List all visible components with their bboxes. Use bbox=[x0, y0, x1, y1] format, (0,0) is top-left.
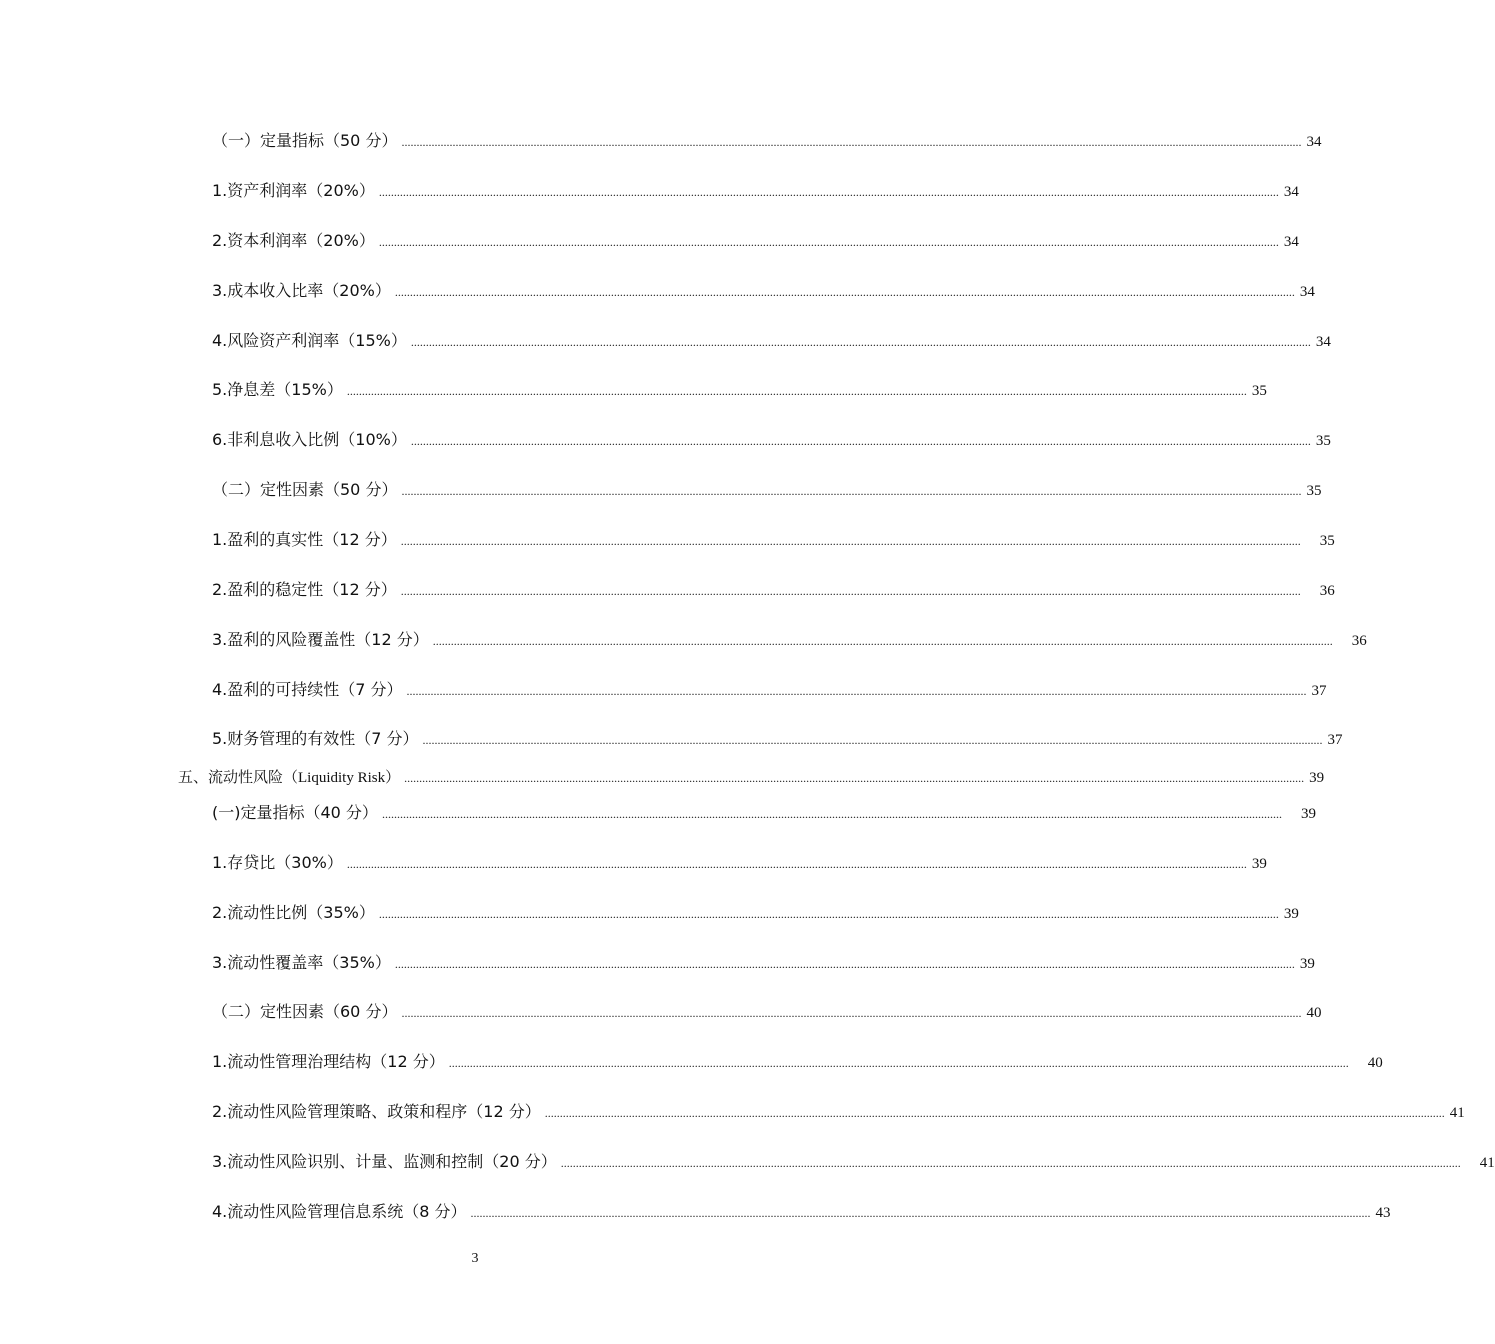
toc-dot-leader: ............................................................................................................................................................................................................................................................................................................ bbox=[401, 1006, 1302, 1020]
toc-entry[interactable] bbox=[212, 178, 1299, 201]
toc-entry-label: 3.流动性风险识别、计量、监测和控制（20 分） bbox=[212, 1152, 557, 1171]
toc-entry[interactable] bbox=[212, 999, 1322, 1022]
toc-page-number: 39 bbox=[1299, 956, 1315, 972]
toc-page-number: 41 bbox=[1449, 1105, 1465, 1121]
toc-dot-leader: ............................................................................................................................................................................................................................................................................................................ bbox=[406, 684, 1307, 698]
toc-entry[interactable] bbox=[212, 1199, 1391, 1222]
toc-dot-leader: ............................................................................................................................................................................................................................................................................................................ bbox=[432, 634, 1333, 648]
toc-dot-leader: ............................................................................................................................................................................................................................................................................................................ bbox=[410, 434, 1311, 448]
toc-dot-leader: ............................................................................................................................................................................................................................................................................................................ bbox=[404, 771, 1305, 785]
toc-dot-leader: ............................................................................................................................................................................................................................................................................................................ bbox=[381, 807, 1282, 821]
toc-entry-label: 5.财务管理的有效性（7 分） bbox=[212, 729, 419, 748]
toc-dot-leader: ............................................................................................................................................................................................................................................................................................................ bbox=[470, 1206, 1371, 1220]
toc-entry-label: 2.流动性风险管理策略、政策和程序（12 分） bbox=[212, 1102, 541, 1121]
toc-page-number: 35 bbox=[1315, 433, 1331, 449]
toc-entry-label: （二）定性因素（60 分） bbox=[212, 1002, 398, 1021]
toc-dot-leader: ............................................................................................................................................................................................................................................................................................................ bbox=[560, 1156, 1461, 1170]
toc-dot-leader: ............................................................................................................................................................................................................................................................................................................ bbox=[394, 957, 1295, 971]
toc-dot-leader: ............................................................................................................................................................................................................................................................................................................ bbox=[410, 335, 1311, 349]
toc-entry[interactable] bbox=[212, 800, 1316, 823]
toc-entry[interactable] bbox=[212, 950, 1315, 973]
toc-dot-leader: ............................................................................................................................................................................................................................................................................................................ bbox=[378, 235, 1279, 249]
toc-entry[interactable] bbox=[212, 726, 1343, 749]
toc-entry-label: 1.盈利的真实性（12 分） bbox=[212, 530, 397, 549]
toc-entry-label: 3.流动性覆盖率（35%） bbox=[212, 953, 391, 972]
toc-page-number: 35 bbox=[1319, 533, 1335, 549]
toc-entry-label: 五、流动性风险（Liquidity Risk） bbox=[178, 770, 401, 786]
toc-entry-label: 1.存贷比（30%） bbox=[212, 853, 343, 872]
toc-entry[interactable] bbox=[212, 677, 1327, 700]
toc-page-number: 39 bbox=[1300, 806, 1316, 822]
toc-dot-leader: ............................................................................................................................................................................................................................................................................................................ bbox=[346, 857, 1247, 871]
toc-entry-label: 3.成本收入比率（20%） bbox=[212, 281, 391, 300]
toc-entry-label: 2.资本利润率（20%） bbox=[212, 231, 375, 250]
toc-entry[interactable] bbox=[212, 477, 1322, 500]
toc-entry[interactable] bbox=[212, 577, 1335, 600]
toc-page-number: 37 bbox=[1327, 732, 1343, 748]
toc-entry[interactable] bbox=[212, 128, 1322, 151]
toc-entry-label: 1.流动性管理治理结构（12 分） bbox=[212, 1052, 445, 1071]
toc-dot-leader: ............................................................................................................................................................................................................................................................................................................ bbox=[378, 185, 1279, 199]
toc-dot-leader: ............................................................................................................................................................................................................................................................................................................ bbox=[448, 1056, 1349, 1070]
toc-entry-label: 2.盈利的稳定性（12 分） bbox=[212, 580, 397, 599]
toc-dot-leader: ............................................................................................................................................................................................................................................................................................................ bbox=[346, 384, 1247, 398]
toc-entry-label: 4.风险资产利润率（15%） bbox=[212, 331, 407, 350]
toc-dot-leader: ............................................................................................................................................................................................................................................................................................................ bbox=[401, 135, 1302, 149]
toc-page-number: 39 bbox=[1283, 906, 1299, 922]
toc-page-number: 40 bbox=[1367, 1055, 1383, 1071]
toc-entry[interactable] bbox=[212, 1049, 1383, 1072]
toc-dot-leader: ............................................................................................................................................................................................................................................................................................................ bbox=[401, 484, 1302, 498]
toc-page-number: 36 bbox=[1351, 633, 1367, 649]
toc-dot-leader: ............................................................................................................................................................................................................................................................................................................ bbox=[378, 907, 1279, 921]
toc-entry-label: （二）定性因素（50 分） bbox=[212, 480, 398, 499]
toc-page-number: 34 bbox=[1299, 284, 1315, 300]
toc-entry-label: 5.净息差（15%） bbox=[212, 380, 343, 399]
toc-dot-leader: ............................................................................................................................................................................................................................................................................................................ bbox=[400, 584, 1301, 598]
toc-page-number: 36 bbox=[1319, 583, 1335, 599]
toc-page-number: 34 bbox=[1306, 134, 1322, 150]
toc-entry[interactable] bbox=[212, 328, 1331, 351]
toc-entry[interactable] bbox=[212, 900, 1299, 923]
toc-page-number: 35 bbox=[1306, 483, 1322, 499]
toc-dot-leader: ............................................................................................................................................................................................................................................................................................................ bbox=[422, 733, 1323, 747]
toc-entry-label: 3.盈利的风险覆盖性（12 分） bbox=[212, 630, 429, 649]
toc-entry-label: 1.资产利润率（20%） bbox=[212, 181, 375, 200]
toc-entry[interactable] bbox=[212, 1149, 1495, 1172]
toc-dot-leader: ............................................................................................................................................................................................................................................................................................................ bbox=[400, 534, 1301, 548]
toc-entry[interactable] bbox=[212, 527, 1335, 550]
toc-entry-label: (一)定量指标（40 分） bbox=[212, 803, 378, 822]
toc-page-number: 34 bbox=[1315, 334, 1331, 350]
toc-entry-label: 6.非利息收入比例（10%） bbox=[212, 430, 407, 449]
toc-page-number: 39 bbox=[1309, 770, 1325, 786]
toc-entry[interactable] bbox=[212, 627, 1367, 650]
toc-page-number: 41 bbox=[1479, 1155, 1495, 1171]
toc-page-number: 35 bbox=[1251, 383, 1267, 399]
toc-page-number: 43 bbox=[1375, 1205, 1391, 1221]
toc-entry[interactable] bbox=[212, 1099, 1465, 1122]
toc-dot-leader: ............................................................................................................................................................................................................................................................................................................ bbox=[394, 285, 1295, 299]
toc-entry[interactable] bbox=[212, 850, 1267, 873]
toc-entry-label: （一）定量指标（50 分） bbox=[212, 131, 398, 150]
toc-page-number: 39 bbox=[1251, 856, 1267, 872]
toc-entry[interactable] bbox=[212, 228, 1299, 251]
toc-dot-leader: ............................................................................................................................................................................................................................................................................................................ bbox=[544, 1106, 1445, 1120]
toc-entry[interactable] bbox=[212, 278, 1315, 301]
toc-page-number: 37 bbox=[1311, 683, 1327, 699]
toc-page-number: 34 bbox=[1283, 184, 1299, 200]
toc-page-number: 34 bbox=[1283, 234, 1299, 250]
toc-entry[interactable] bbox=[212, 427, 1331, 450]
toc-page-number: 40 bbox=[1306, 1005, 1322, 1021]
toc-entry[interactable] bbox=[212, 377, 1267, 400]
toc-entry-label: 4.流动性风险管理信息系统（8 分） bbox=[212, 1202, 467, 1221]
toc-entry-chapter[interactable] bbox=[178, 766, 1325, 787]
toc-entry-label: 4.盈利的可持续性（7 分） bbox=[212, 680, 403, 699]
page-number: 3 bbox=[471, 1251, 479, 1266]
toc-entry-label: 2.流动性比例（35%） bbox=[212, 903, 375, 922]
